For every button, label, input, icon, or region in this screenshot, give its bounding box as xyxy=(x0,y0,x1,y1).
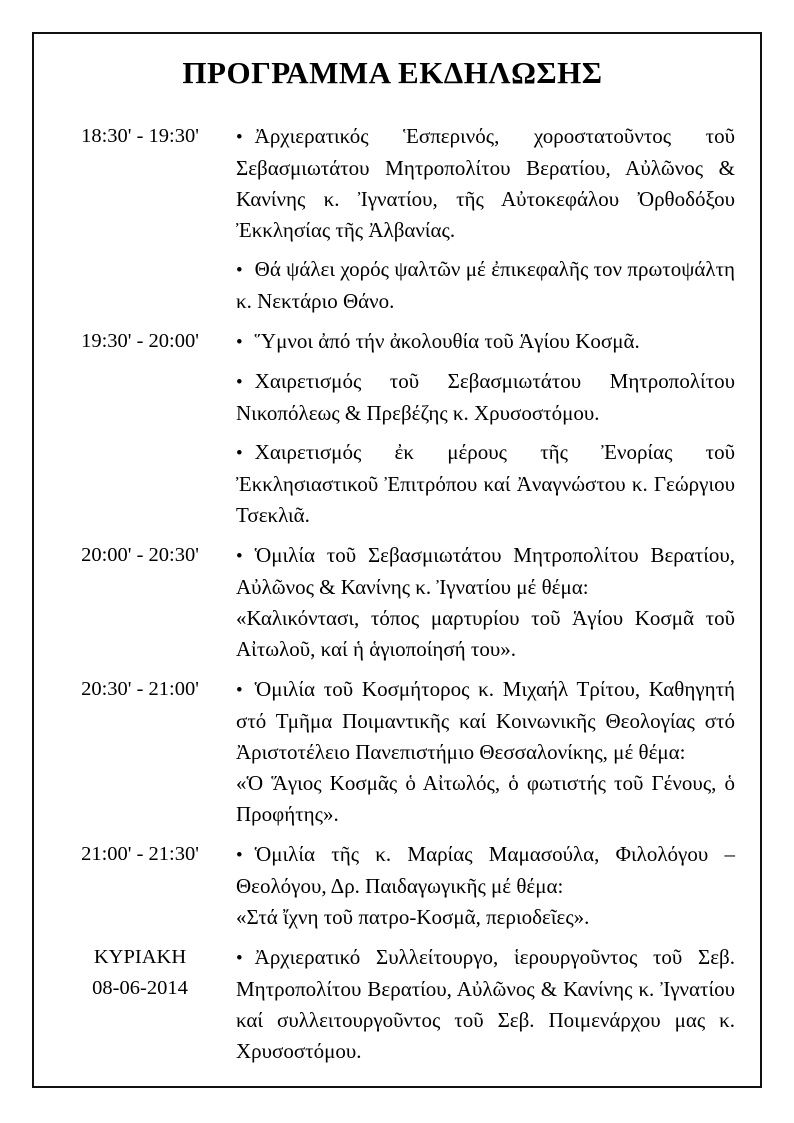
bullet-icon: • xyxy=(236,845,243,866)
bullet-icon: • xyxy=(236,332,243,353)
schedule-paragraph: • Ὁμιλία τοῦ Σεβασμιωτάτου Μητροπολίτου Βερατίου, Αὐλῶνος & Κανίνης κ. Ἰγνατίου μέ θέμα: «Καλικόντασι, τόπος μαρτυρίου τοῦ Ἁγίου Κοσμᾶ τοῦ Αἰτωλοῦ, καί ἡ ἁγιοποίησή του». xyxy=(236,543,735,661)
page-title: ΠΡΟΓΡΑΜΜΑ ΕΚΔΗΛΩΣΗΣ xyxy=(182,55,603,90)
bullet-icon: • xyxy=(236,372,243,393)
bullet-icon: • xyxy=(236,680,243,701)
schedule-paragraph: • Ἀρχιερατικός Ἑσπερινός, χοροστατοῦντος τοῦ Σεβασμιωτάτου Μητροπολίτου Βερατίου, Αὐλῶνος & Κανίνης κ. Ἰγνατίου, τῆς Αὐτοκεφάλου Ὀρθοδόξου Ἐκκλησίας τῆς Ἀλβανίας. xyxy=(236,124,735,242)
schedule-row xyxy=(76,326,735,531)
schedule-paragraph: • Ὕμνοι ἀπό τήν ἀκολουθία τοῦ Ἁγίου Κοσμᾶ. xyxy=(236,326,735,358)
time-slot: ΚΥΡΙΑΚΗ 08-06-2014 xyxy=(92,946,188,999)
bullet-icon: • xyxy=(236,948,243,969)
schedule-paragraph: • Ὁμιλία τοῦ Κοσμήτορος κ. Μιχαήλ Τρίτου, Καθηγητή στό Τμῆμα Ποιμαντικῆς καί Κοινωνικῆς Θεολογίας στό Ἀριστοτέλειο Πανεπιστήμιο Θεσσαλονίκης, μέ θέμα: «Ὁ Ἅγιος Κοσμᾶς ὁ Αἰτωλός, ὁ φωτιστής τοῦ Γένους, ὁ Προφήτης». xyxy=(236,677,735,826)
schedule-row xyxy=(76,674,735,830)
schedule xyxy=(76,121,735,1067)
document-border-frame xyxy=(32,32,762,1088)
schedule-paragraph: • Ἀρχιερατικό Συλλείτουργο, ἱερουργοῦντος τοῦ Σεβ. Μητροπολίτου Βερατίου, Αὐλῶνος & Κανίνης κ. Ἰγνατίου καί συλλειτουργοῦντος τοῦ Σεβ. Ποιμενάρχου μας κ. Χρυσοστόμου. xyxy=(236,945,735,1063)
schedule-row xyxy=(76,942,735,1067)
schedule-paragraph: • Ὁμιλία τῆς κ. Μαρίας Μαμασούλα, Φιλολόγου – Θεολόγου, Δρ. Παιδαγωγικῆς μέ θέμα: «Στά ἴχνη τοῦ πατρο-Κοσμᾶ, περιοδεῖες». xyxy=(236,842,735,929)
row-body xyxy=(236,121,735,317)
schedule-paragraph: • Χαιρετισμός τοῦ Σεβασμιωτάτου Μητροπολίτου Νικοπόλεως & Πρεβέζης κ. Χρυσοστόμου. xyxy=(236,369,735,425)
bullet-icon: • xyxy=(236,546,243,567)
row-body xyxy=(236,942,735,1067)
schedule-paragraph: • Χαιρετισμός ἐκ μέρους τῆς Ἐνορίας τοῦ Ἐκκλησιαστικοῦ Ἐπιτρόπου καί Ἀναγνώστου κ. Γεώργιου Τσεκλιᾶ. xyxy=(236,440,735,527)
schedule-paragraph: • Θά ψάλει χορός ψαλτῶν μέ ἐπικεφαλῆς τον πρωτοψάλτη κ. Νεκτάριο Θάνο. xyxy=(236,257,735,313)
schedule-row xyxy=(76,121,735,317)
row-body xyxy=(236,540,735,665)
schedule-row xyxy=(76,540,735,665)
time-slot: 20:30' - 21:00' xyxy=(81,678,199,700)
row-body xyxy=(236,674,735,830)
time-slot: 20:00' - 20:30' xyxy=(81,544,199,566)
bullet-icon: • xyxy=(236,260,243,281)
schedule-row xyxy=(76,839,735,933)
time-slot: 18:30' - 19:30' xyxy=(81,125,199,147)
bullet-icon: • xyxy=(236,127,243,148)
row-body xyxy=(236,326,735,531)
row-body xyxy=(236,839,735,933)
time-slot: 19:30' - 20:00' xyxy=(81,330,199,352)
bullet-icon: • xyxy=(236,443,243,464)
time-slot: 21:00' - 21:30' xyxy=(81,843,199,865)
